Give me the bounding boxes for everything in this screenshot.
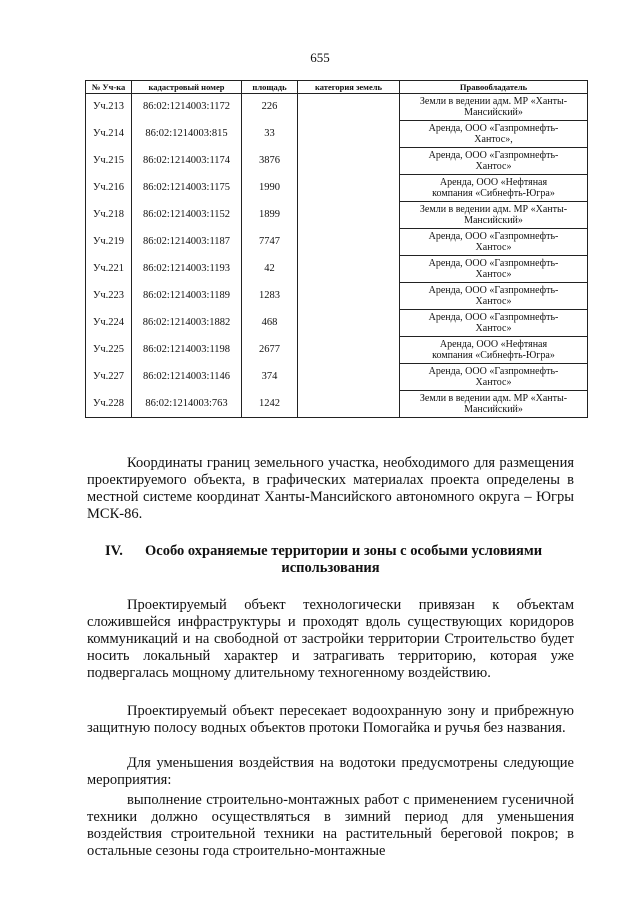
owner-line-1: Аренда, ООО «Нефтяная bbox=[439, 338, 548, 350]
owner-line-2: Хантос» bbox=[475, 296, 512, 307]
table-row bbox=[86, 121, 588, 148]
cell-cadastral: 86:02:1214003:1175 bbox=[132, 175, 242, 202]
table-header-row bbox=[86, 81, 588, 94]
cell-owner bbox=[400, 121, 588, 148]
cell-owner bbox=[400, 283, 588, 310]
header-area: площадь bbox=[242, 81, 298, 94]
cell-plot: Уч.219 bbox=[86, 229, 132, 256]
cell-owner bbox=[400, 175, 588, 202]
owner-line-1: Аренда, ООО «Газпромнефть- bbox=[428, 311, 559, 323]
cell-area: 226 bbox=[242, 94, 298, 121]
section-title-line-2: использования bbox=[281, 560, 380, 576]
cell-category bbox=[298, 94, 400, 121]
owner-line-1: Земли в ведении адм. МР «Ханты- bbox=[419, 95, 568, 107]
owner-line-2: компания «Сибнефть-Югра» bbox=[432, 188, 555, 199]
cell-category bbox=[298, 121, 400, 148]
cell-category bbox=[298, 175, 400, 202]
cell-owner bbox=[400, 94, 588, 121]
owner-line-1: Земли в ведении адм. МР «Ханты- bbox=[419, 392, 568, 404]
owner-line-2: Мансийский» bbox=[464, 215, 523, 226]
cell-category bbox=[298, 229, 400, 256]
table-row bbox=[86, 148, 588, 175]
owner-line-1: Аренда, ООО «Газпромнефть- bbox=[428, 230, 559, 242]
cell-owner bbox=[400, 364, 588, 391]
table-row bbox=[86, 364, 588, 391]
cell-category bbox=[298, 391, 400, 418]
cell-area: 7747 bbox=[242, 229, 298, 256]
table-row bbox=[86, 175, 588, 202]
cell-plot: Уч.214 bbox=[86, 121, 132, 148]
cell-owner bbox=[400, 148, 588, 175]
cell-cadastral: 86:02:1214003:1189 bbox=[132, 283, 242, 310]
cell-owner bbox=[400, 337, 588, 364]
cell-cadastral: 86:02:1214003:763 bbox=[132, 391, 242, 418]
cell-owner bbox=[400, 202, 588, 229]
cell-cadastral: 86:02:1214003:1152 bbox=[132, 202, 242, 229]
owner-line-2: компания «Сибнефть-Югра» bbox=[432, 350, 555, 361]
cell-plot: Уч.225 bbox=[86, 337, 132, 364]
body-paragraph: Проектируемый объект пересекает водоохранную зону и прибрежную защитную полосу водных объектов протоки Помогайка и ручья без названия. bbox=[87, 703, 574, 736]
section-number: IV. bbox=[105, 543, 123, 559]
body-paragraph: выполнение строительно-монтажных работ с применением гусеничной техники должно осуществляться в зимний период для уменьшения воздействия строительной техники на растительный береговой покров; в остальные сезоны года строительно-монтажные bbox=[87, 792, 574, 859]
cell-plot: Уч.223 bbox=[86, 283, 132, 310]
cell-plot: Уч.215 bbox=[86, 148, 132, 175]
cell-category bbox=[298, 148, 400, 175]
cell-plot: Уч.224 bbox=[86, 310, 132, 337]
header-owner: Правообладатель bbox=[400, 81, 588, 94]
owner-line-2: Хантос» bbox=[475, 269, 512, 280]
cell-plot: Уч.218 bbox=[86, 202, 132, 229]
owner-line-1: Аренда, ООО «Газпромнефть- bbox=[428, 365, 559, 377]
cell-cadastral: 86:02:1214003:815 bbox=[132, 121, 242, 148]
table-row bbox=[86, 229, 588, 256]
cell-category bbox=[298, 283, 400, 310]
cell-category bbox=[298, 337, 400, 364]
table-row bbox=[86, 94, 588, 121]
cell-plot: Уч.228 bbox=[86, 391, 132, 418]
body-paragraph: Для уменьшения воздействия на водотоки предусмотрены следующие мероприятия: bbox=[87, 755, 574, 788]
owner-line-2: Хантос» bbox=[475, 377, 512, 388]
cell-area: 33 bbox=[242, 121, 298, 148]
cell-cadastral: 86:02:1214003:1882 bbox=[132, 310, 242, 337]
owner-line-1: Аренда, ООО «Газпромнефть- bbox=[428, 284, 559, 296]
page-number: 655 bbox=[310, 50, 330, 65]
cell-category bbox=[298, 256, 400, 283]
owner-line-1: Аренда, ООО «Газпромнефть- bbox=[428, 122, 559, 134]
table-row bbox=[86, 202, 588, 229]
cell-plot: Уч.227 bbox=[86, 364, 132, 391]
cell-category bbox=[298, 364, 400, 391]
cell-area: 1242 bbox=[242, 391, 298, 418]
table-row bbox=[86, 256, 588, 283]
table-row bbox=[86, 283, 588, 310]
cell-plot: Уч.216 bbox=[86, 175, 132, 202]
cell-owner bbox=[400, 256, 588, 283]
body-paragraph: Проектируемый объект технологически привязан к объектам сложившейся инфраструктуры и проходят вдоль существующих коридоров коммуникаций и на свободной от застройки территории Строительство будет носить локальный характер и затрагивать территорию, которая уже подвергалась мощному длительному техногенному воздействию. bbox=[87, 597, 574, 681]
cell-area: 3876 bbox=[242, 148, 298, 175]
cell-category bbox=[298, 202, 400, 229]
cell-cadastral: 86:02:1214003:1198 bbox=[132, 337, 242, 364]
table-row bbox=[86, 391, 588, 418]
owner-line-2: Хантос» bbox=[475, 242, 512, 253]
cell-cadastral: 86:02:1214003:1172 bbox=[132, 94, 242, 121]
table-row bbox=[86, 310, 588, 337]
cell-area: 374 bbox=[242, 364, 298, 391]
cell-area: 1283 bbox=[242, 283, 298, 310]
cell-owner bbox=[400, 310, 588, 337]
section-title-line-1: Особо охраняемые территории и зоны с особыми условиями bbox=[145, 543, 543, 559]
cell-cadastral: 86:02:1214003:1193 bbox=[132, 256, 242, 283]
owner-line-1: Аренда, ООО «Газпромнефть- bbox=[428, 257, 559, 269]
owner-line-2: Хантос» bbox=[475, 161, 512, 172]
cell-area: 468 bbox=[242, 310, 298, 337]
header-land-category: категория земель bbox=[298, 81, 400, 94]
header-cadastral-number: кадастровый номер bbox=[132, 81, 242, 94]
cell-area: 42 bbox=[242, 256, 298, 283]
land-plots-table bbox=[85, 80, 588, 418]
cell-area: 2677 bbox=[242, 337, 298, 364]
cell-cadastral: 86:02:1214003:1187 bbox=[132, 229, 242, 256]
coordinates-paragraph: Координаты границ земельного участка, необходимого для размещения проектируемого объекта, в графических материалах проекта определены в местной системе координат Ханты-Мансийского автономного округа – Югры МСК-86. bbox=[87, 455, 574, 522]
owner-line-1: Аренда, ООО «Нефтяная bbox=[439, 176, 548, 188]
cell-plot: Уч.213 bbox=[86, 94, 132, 121]
cell-category bbox=[298, 310, 400, 337]
cell-cadastral: 86:02:1214003:1146 bbox=[132, 364, 242, 391]
cell-area: 1899 bbox=[242, 202, 298, 229]
cell-owner bbox=[400, 391, 588, 418]
owner-line-1: Земли в ведении адм. МР «Ханты- bbox=[419, 203, 568, 215]
owner-line-2: Хантос» bbox=[475, 323, 512, 334]
owner-line-2: Мансийский» bbox=[464, 404, 523, 415]
table-row bbox=[86, 337, 588, 364]
owner-line-1: Аренда, ООО «Газпромнефть- bbox=[428, 149, 559, 161]
cell-owner bbox=[400, 229, 588, 256]
cell-plot: Уч.221 bbox=[86, 256, 132, 283]
owner-line-2: Хантос», bbox=[474, 134, 513, 145]
owner-line-2: Мансийский» bbox=[464, 107, 523, 118]
header-plot-number: № Уч-ка bbox=[86, 81, 132, 94]
cell-cadastral: 86:02:1214003:1174 bbox=[132, 148, 242, 175]
cell-area: 1990 bbox=[242, 175, 298, 202]
